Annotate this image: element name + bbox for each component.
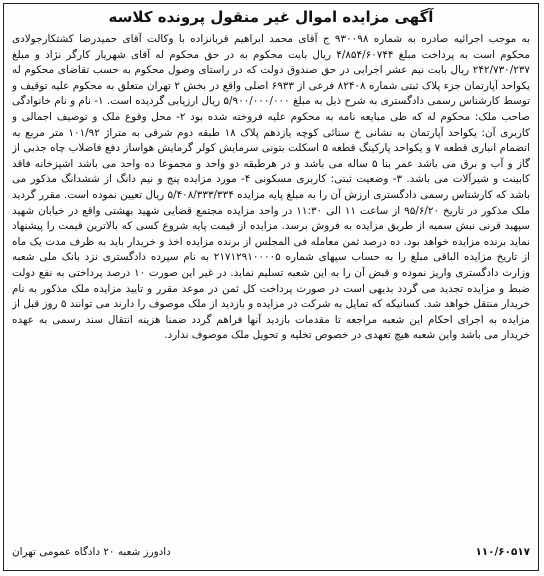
- issuing-office: دادورز شعبه ۲۰ دادگاه عمومی تهران: [12, 546, 171, 558]
- notice-code: ۱۱۰/۶۰۵۱۷: [475, 546, 530, 558]
- notice-title: آگهی مزایده اموال غیر منقول پرونده کلاسه: [108, 8, 434, 26]
- notice-body: به موجب اجرائیه صادره به شماره ۹۳۰۰۹۸ ج آقای محمد ابراهیم قربانزاده با وکالت آقای حمیدرضا کشتکارجولادی محکوم است به پرداخت مبلغ ۴/۸۵۴/۶۰۷۴۴ ریال بابت محکوم به در حق محکوم له آقای شهریار کارگر نژاد و مبلغ ۲۴۲/۷۳۰/۲۳۷ ریال بابت نیم عشر اجرایی در حق صندوق دولت که در راستای وصول محکوم به حسب تقاضای محکوم له یکواحد آپارتمان جزء پلاک ثبتی شماره ۸۲۴۰۸ فرعی از ۶۹۳۳ اصلی واقع در بخش ۲ تهران متعلق به محکوم علیه توقیف و توسط کارشناس رسمی دادگستری به شرح ذیل به مبلغ ۵/۹۰۰/۰۰۰/۰۰۰ ریال ارزیابی گردیده است. ۱- نام و نام خانوادگی صاحب ملک: محکوم له که طی مبایعه نامه به محکوم علیه فروخته شده بود ۲- محل وقوع ملک و توصیف اجمالی و کاربری آن: یکواحد آپارتمان به نشانی خ سنائی کوچه یازدهم پلاک ۱۸ طبقه دوم شرقی به متراژ ۱۰۱/۹۲ متر مربع به انضمام انباری قطعه ۷ و یکواحد پارکینگ قطعه ۵ اسکلت بتونی سرمایش کولر گرمایش هواساز دفع فاضلاب چاه جذبی از گاز و آب و برق می باشد عمر بنا ۵ ساله می باشد و در هرطبقه دو واحد و مجموعا ده واحد می باشد اشپزخانه فاقد کابینت و شیرآلات می باشد. ۳- وضعیت ثبتی: کاربری مسکونی ۴- مورد مزایده پنج و نیم دانگ از ششدانگ مذکور می باشد که کارشناس رسمی دادگستری ارزش آن را به مبلغ پایه مزایده ۵/۴۰۸/۳۳۳/۳۳۴ ریال تعیین نموده است. مقرر گردید ملک مذکور در تاریخ ۹۵/۶/۲۰ از ساعت ۱۱ الی ۱۱:۳۰ در واحد مزایده مجتمع قضایی شهید بهشتی واقع در خیابان شهید سپهبد قرنی نبش سمیه از طریق مزایده به فروش برسد. مزایده از قیمت پایه شروع کسی که بالاترین قیمت را پیشنهاد نماید برنده مزایده خواهد بود. ده درصد ثمن معامله فی المجلس از برنده مزایده اخذ و خریدار باید به ظرف مدت یک ماه از تاریخ مزایده الباقی مبلغ را به حساب سپهای شماره ۲۱۷۱۲۹۱۰۰۰۰۵ به نام سپرده دادگستری نزد بانک ملی شعبه وزارت دادگستری واریز نموده و قبض آن را به این شعبه تسلیم نماید. در غیر این صورت ۱۰ درصد پرداختی به نفع دولت ضبط و مزایده تجدید می گردد بدیهی است در صورت پرداخت کل ثمن در موعد مقرر و تایید مزایده ملک مذکور به نام خریدار منتقل خواهد شد. کسانیکه که تمایل به شرکت در مزایده و بازدید از ملک موصوف را دارند می توانند ۵ روز قبل از مزایده به اجرای احکام این شعبه مراجعه تا مقدمات بازدید آنها فراهم گردد ضمنا هزینه انتقال سند رسمی به عهده خریدار می باشد واین شعبه هیچ تعهدی در خصوص تخلیه و تحویل ملک موصوف ندارد.: [12, 33, 530, 342]
- notice-footer: [12, 546, 530, 564]
- auction-notice: [3, 3, 539, 571]
